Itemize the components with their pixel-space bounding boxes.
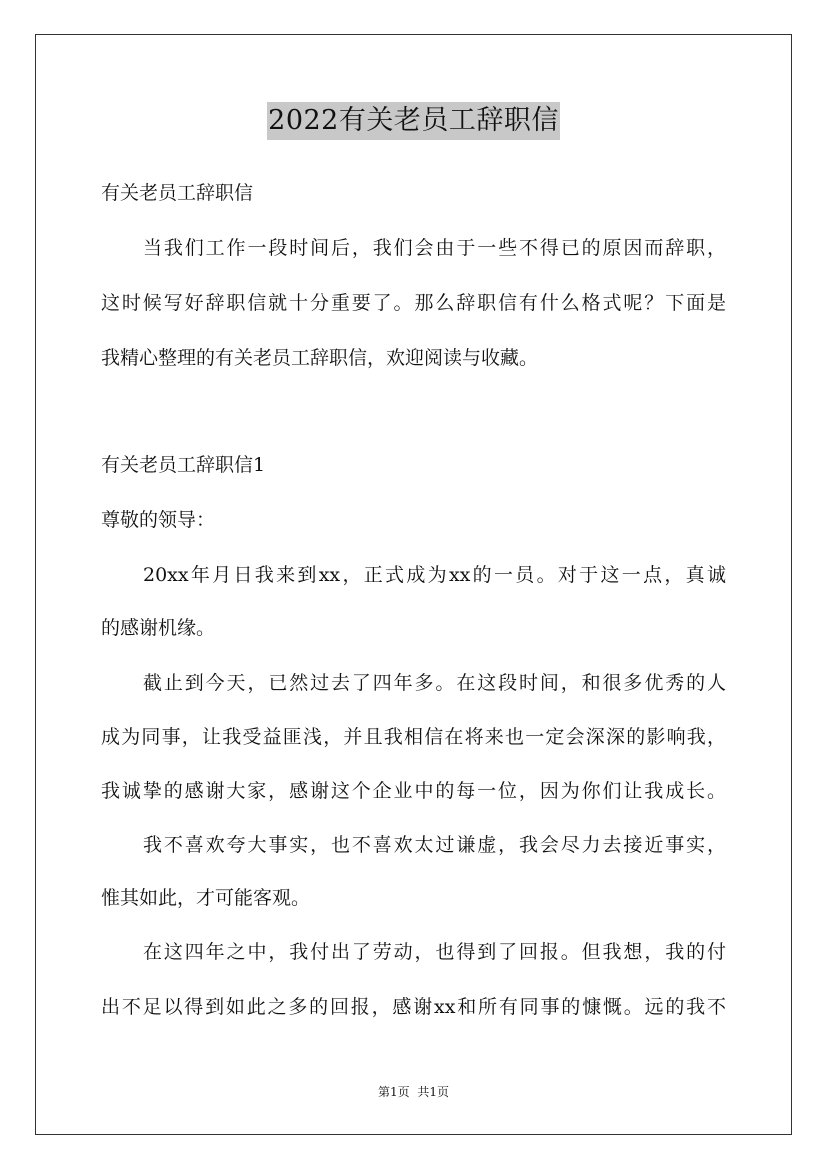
title-container <box>0 102 827 140</box>
page-number: 第1页 <box>378 1085 410 1099</box>
paragraph-line: 惟其如此，才可能客观。 <box>101 887 311 909</box>
salutation: 尊敬的领导： <box>101 509 216 531</box>
paragraph-line: 我诚挚的感谢大家，感谢这个企业中的每一位，因为你们让我成长。 <box>101 780 726 802</box>
paragraph-line: 这时候写好辞职信就十分重要了。那么辞职信有什么格式呢？下面是 <box>101 292 726 314</box>
document-title: 2022有关老员工辞职信 <box>267 102 560 140</box>
paragraph-heading: 有关老员工辞职信 <box>101 182 254 204</box>
paragraph-line: 的感谢机缘。 <box>101 617 216 639</box>
paragraph-line: 出不足以得到如此之多的回报，感谢xx和所有同事的慷慨。远的我不 <box>101 996 726 1018</box>
paragraph-line: 成为同事，让我受益匪浅，并且我相信在将来也一定会深深的影响我， <box>101 726 726 748</box>
paragraph-line: 当我们工作一段时间后，我们会由于一些不得已的原因而辞职， <box>143 237 726 259</box>
paragraph-line: 我精心整理的有关老员工辞职信，欢迎阅读与收藏。 <box>101 347 539 369</box>
section-heading: 有关老员工辞职信1 <box>101 454 266 476</box>
paragraph-line: 截止到今天，已然过去了四年多。在这段时间，和很多优秀的人 <box>143 672 726 694</box>
paragraph-line: 20xx年月日我来到xx，正式成为xx的一员。对于这一点，真诚 <box>143 564 726 586</box>
paragraph-line: 在这四年之中，我付出了劳动，也得到了回报。但我想，我的付 <box>143 941 726 963</box>
page-footer <box>0 1084 827 1100</box>
paragraph-line: 我不喜欢夸大事实，也不喜欢太过谦虚，我会尽力去接近事实， <box>143 834 726 856</box>
page-total: 共1页 <box>417 1085 449 1099</box>
